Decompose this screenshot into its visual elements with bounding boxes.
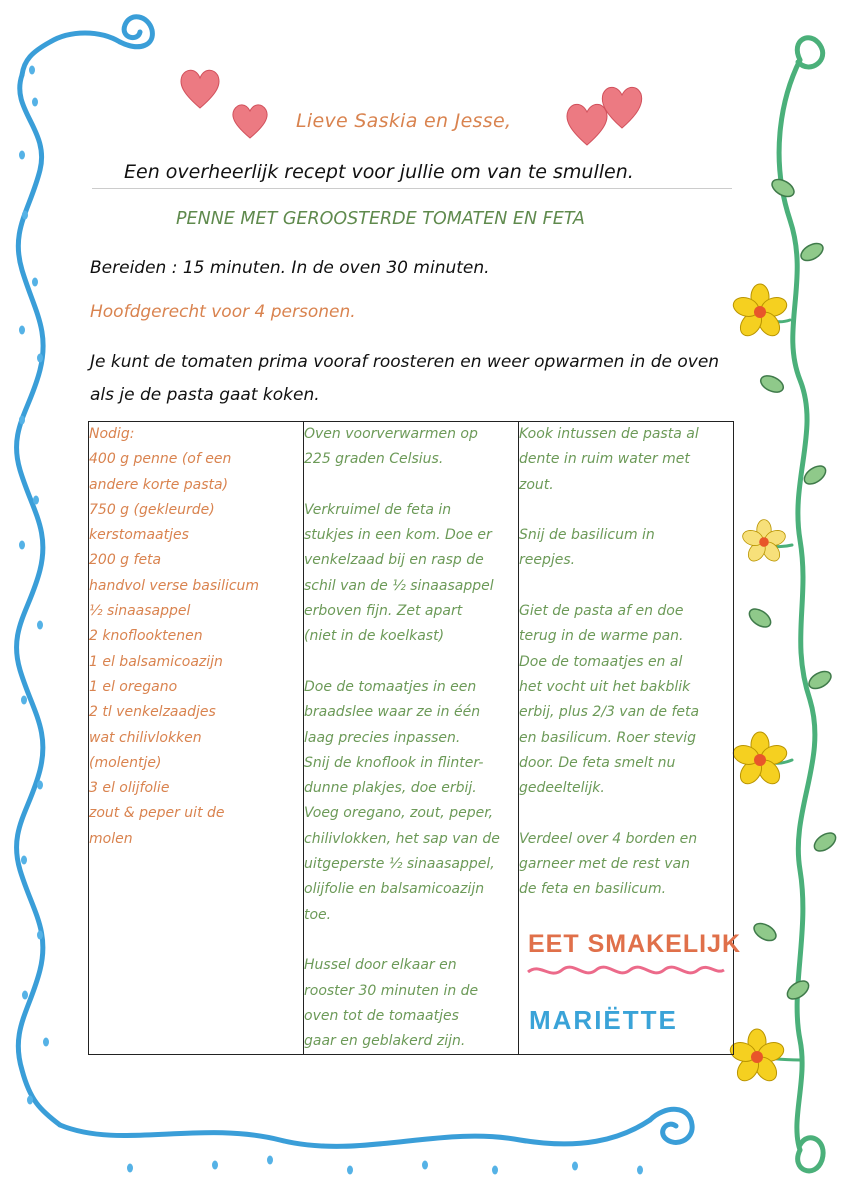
ingredient-line: handvol verse basilicum: [89, 577, 260, 594]
ingredient-line: molen: [89, 830, 133, 847]
prep-time: Bereiden : 15 minuten. In de oven 30 minuten.: [90, 258, 490, 278]
ingredient-line: zout & peper uit de: [89, 805, 225, 822]
recipe-title: PENNE MET GEROOSTERDE TOMATEN EN FETA: [176, 209, 585, 229]
step-line: 225 graden Celsius.: [304, 451, 444, 468]
step-line: rooster 30 minuten in de: [304, 982, 479, 999]
step-line: braadslee waar ze in één: [304, 704, 481, 721]
step-line: venkelzaad bij en rasp de: [304, 552, 484, 569]
ingredient-line: 1 el balsamicoazijn: [89, 653, 223, 670]
step-line: Oven voorverwarmen op: [304, 426, 478, 442]
steps-column-3: [519, 422, 734, 1055]
servings: Hoofdgerecht voor 4 personen.: [90, 302, 356, 322]
step-line: Hussel door elkaar en: [304, 957, 457, 974]
ingredient-line: 2 tl venkelzaadjes: [89, 704, 216, 721]
closing-signature: EET SMAKELIJK: [528, 930, 742, 958]
step-line: het vocht uit het bakblik: [519, 678, 691, 695]
ingredient-line: Nodig:: [89, 426, 135, 442]
ingredient-line: kerstomaatjes: [89, 527, 189, 544]
step-line: door. De feta smelt nu: [519, 754, 676, 771]
step-line: stukjes in een kom. Doe er: [304, 527, 492, 544]
subtitle: Een overheerlijk recept voor jullie om van te smullen.: [124, 161, 634, 183]
step-line: toe.: [304, 906, 332, 923]
step-line: terug in de warme pan.: [519, 628, 684, 645]
step-line: Doe de tomaatjes en al: [519, 653, 683, 670]
step-line: gaar en geblakerd zijn.: [304, 1033, 466, 1050]
author-signature: MARIËTTE: [529, 1005, 678, 1035]
step-line: uitgeperste ½ sinaasappel,: [304, 856, 495, 873]
ingredient-line: 200 g feta: [89, 552, 162, 569]
steps-column-2: [304, 422, 519, 1055]
step-line: Giet de pasta af en doe: [519, 603, 684, 620]
step-line: Verdeel over 4 borden en: [519, 830, 698, 847]
step-line: reepjes.: [519, 552, 576, 569]
ingredient-line: (molentje): [89, 754, 162, 771]
ingredient-line: ½ sinaasappel: [89, 603, 191, 620]
step-line: de feta en basilicum.: [519, 881, 667, 898]
ingredient-line: andere korte pasta): [89, 476, 229, 493]
greeting: Lieve Saskia en Jesse,: [296, 110, 512, 132]
hearts: [181, 70, 642, 145]
step-line: zout.: [519, 476, 554, 493]
heart-icon: [567, 104, 607, 145]
step-line: en basilicum. Roer stevig: [519, 729, 697, 746]
step-line: oven tot de tomaatjes: [304, 1007, 459, 1024]
divider: [92, 188, 732, 189]
step-line: erbij, plus 2/3 van de feta: [519, 704, 700, 721]
heart-icon: [602, 87, 641, 128]
recipe-table: [88, 421, 734, 1055]
flower-icon: [741, 520, 788, 565]
step-line: erboven fijn. Zet apart: [304, 603, 463, 620]
heart-icon: [233, 105, 267, 138]
flower-icon: [731, 732, 789, 788]
step-line: Kook intussen de pasta al: [519, 426, 699, 442]
ingredient-line: 400 g penne (of een: [89, 451, 232, 468]
step-line: (niet in de koelkast): [304, 628, 445, 645]
ingredient-line: 3 el olijfolie: [89, 780, 170, 797]
step-line: Doe de tomaatjes in een: [304, 678, 477, 695]
intro-text: Je kunt de tomaten prima vooraf roosteren en weer opwarmen in de oven als je de pasta gaat koken.: [90, 352, 720, 405]
flower-icon: [728, 1029, 786, 1085]
step-line: garneer met de rest van: [519, 856, 691, 873]
ingredients-column: [89, 422, 304, 1055]
ingredient-line: wat chilivlokken: [89, 729, 202, 746]
flower-icon: [731, 284, 789, 340]
step-line: Snij de knoflook in flinter-: [304, 754, 484, 771]
step-line: Voeg oregano, zout, peper,: [304, 805, 494, 822]
ingredient-line: 750 g (gekleurde): [89, 501, 215, 518]
heart-icon: [181, 70, 219, 108]
step-line: dente in ruim water met: [519, 451, 690, 468]
ingredient-line: 1 el oregano: [89, 678, 178, 695]
green-vine: [760, 38, 823, 1171]
step-line: gedeeltelijk.: [519, 780, 605, 797]
step-line: chilivlokken, het sap van de: [304, 830, 500, 847]
step-line: dunne plakjes, doe erbij.: [304, 780, 477, 797]
step-line: Snij de basilicum in: [519, 527, 655, 544]
step-line: Verkruimel de feta in: [304, 501, 452, 518]
step-line: schil van de ½ sinaasappel: [304, 577, 494, 594]
step-line: olijfolie en balsamicoazijn: [304, 881, 485, 898]
ingredient-line: 2 knoflooktenen: [89, 628, 203, 645]
step-line: laag precies inpassen.: [304, 729, 461, 746]
